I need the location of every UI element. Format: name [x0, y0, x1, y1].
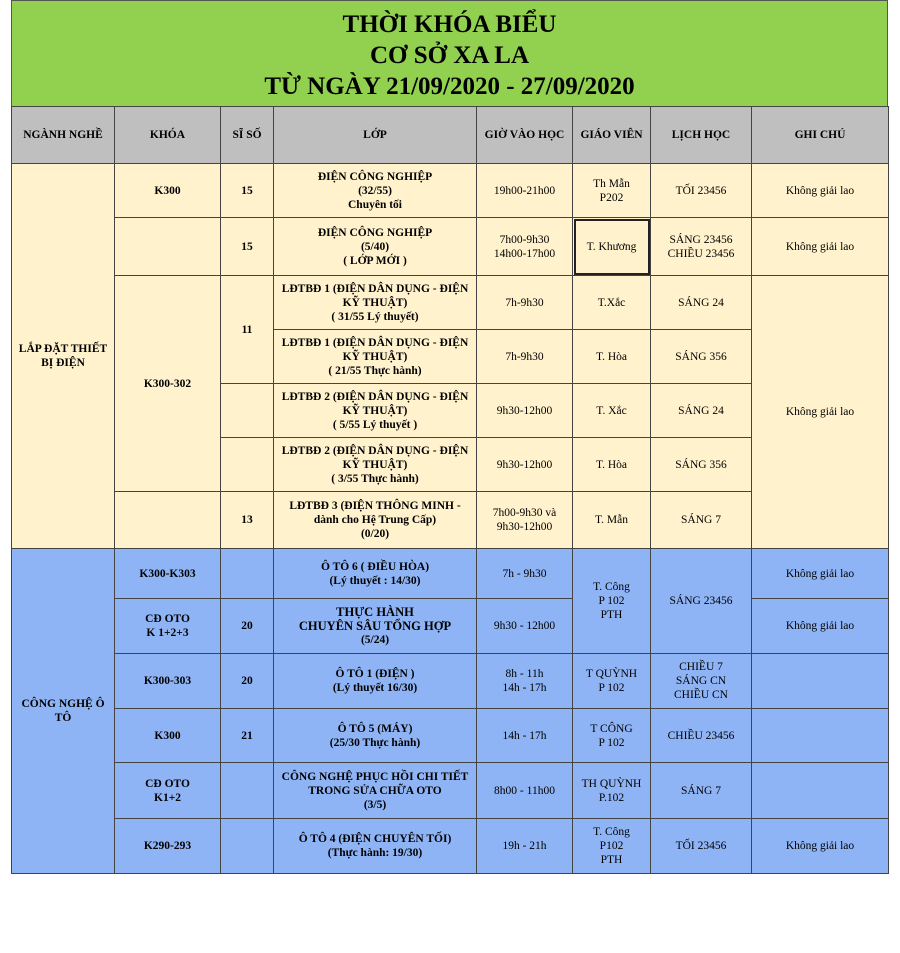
title-line-2: CƠ SỞ XA LA [369, 42, 530, 69]
giao-vien-cell: T. Mẫn [573, 492, 651, 549]
gio-cell: 7h - 9h30 [477, 549, 573, 599]
table-row [12, 164, 889, 218]
giao-vien-cell: T QUỲNH P 102 [573, 654, 651, 709]
table-row [12, 276, 889, 330]
gio-cell: 19h - 21h [477, 819, 573, 874]
table-row [12, 819, 889, 874]
khoa-cell: K300-K303 [115, 549, 221, 599]
siso-cell: 15 [221, 218, 274, 276]
lop-cell: Ô TÔ 5 (MÁY) (25/30 Thực hành) [274, 709, 477, 763]
giao-vien-cell: T CÔNG P 102 [573, 709, 651, 763]
lich-hoc-cell: SÁNG 7 [651, 763, 752, 819]
gio-cell: 7h-9h30 [477, 276, 573, 330]
table-row [12, 599, 889, 654]
title-banner [11, 0, 888, 106]
lich-hoc-cell: SÁNG 24 [651, 276, 752, 330]
giao-vien-cell: T. Hòa [573, 330, 651, 384]
khoa-cell [115, 218, 221, 276]
section-cong-nghe-o-to [12, 549, 889, 874]
lich-hoc-cell: SÁNG 24 [651, 384, 752, 438]
giao-vien-cell: Th Mẫn P202 [573, 164, 651, 218]
table-row [12, 549, 889, 599]
section-lap-dat-thiet-bi-dien [12, 164, 889, 549]
lop-cell: ĐIỆN CÔNG NGHIỆP (5/40) ( LỚP MỚI ) [274, 218, 477, 276]
lich-hoc-cell: SÁNG 356 [651, 438, 752, 492]
lich-hoc-cell: SÁNG 356 [651, 330, 752, 384]
table-row [12, 763, 889, 819]
nganh-cell: LẮP ĐẶT THIẾT BỊ ĐIỆN [12, 164, 115, 549]
khoa-cell: K300 [115, 709, 221, 763]
giao-vien-cell: T. Xắc [573, 384, 651, 438]
siso-cell: 13 [221, 492, 274, 549]
ghi-chu-cell: Không giải lao [752, 599, 889, 654]
header-lich-hoc: LỊCH HỌC [651, 107, 752, 164]
khoa-cell: CĐ OTO K1+2 [115, 763, 221, 819]
ghi-chu-cell [752, 654, 889, 709]
lop-cell: LĐTBĐ 3 (ĐIỆN THÔNG MINH - dành cho Hệ Trung Cấp) (0/20) [274, 492, 477, 549]
gio-cell: 7h00-9h30 và 9h30-12h00 [477, 492, 573, 549]
khoa-cell [115, 492, 221, 549]
lop-cell: ĐIỆN CÔNG NGHIỆP (32/55) Chuyên tối [274, 164, 477, 218]
lop-cell: CÔNG NGHỆ PHỤC HỒI CHI TIẾT TRONG SỬA CHỮA OTO (3/5) [274, 763, 477, 819]
siso-cell: 20 [221, 654, 274, 709]
header-ghi-chu: GHI CHÚ [752, 107, 889, 164]
lop-cell: LĐTBĐ 2 (ĐIỆN DÂN DỤNG - ĐIỆN KỸ THUẬT) ( 5/55 Lý thuyết ) [274, 384, 477, 438]
lich-hoc-cell: CHIỀU 7 SÁNG CN CHIỀU CN [651, 654, 752, 709]
giao-vien-cell: TH QUỲNH P.102 [573, 763, 651, 819]
lop-cell: Ô TÔ 6 ( ĐIỀU HÒA) (Lý thuyết : 14/30) [274, 549, 477, 599]
khoa-cell: CĐ OTO K 1+2+3 [115, 599, 221, 654]
header-gio: GIỜ VÀO HỌC [477, 107, 573, 164]
giao-vien-cell: T. Công P 102 PTH [573, 549, 651, 654]
lop-cell: Ô TÔ 4 (ĐIỆN CHUYÊN TỐI) (Thực hành: 19/30) [274, 819, 477, 874]
giao-vien-cell-selected[interactable]: T. Khương [573, 218, 651, 276]
khoa-cell: K300-302 [115, 276, 221, 492]
siso-cell: 11 [221, 276, 274, 384]
siso-cell [221, 819, 274, 874]
gio-cell: 8h - 11h 14h - 17h [477, 654, 573, 709]
siso-cell [221, 763, 274, 819]
ghi-chu-cell: Không giải lao [752, 549, 889, 599]
siso-cell: 21 [221, 709, 274, 763]
header-nganh: NGÀNH NGHỀ [12, 107, 115, 164]
siso-cell [221, 438, 274, 492]
title-line-3: TỪ NGÀY 21/09/2020 - 27/09/2020 [264, 73, 635, 100]
siso-cell: 20 [221, 599, 274, 654]
table-row [12, 709, 889, 763]
giao-vien-cell: T.Xắc [573, 276, 651, 330]
lop-cell: LĐTBĐ 1 (ĐIỆN DÂN DỤNG - ĐIỆN KỸ THUẬT) ( 31/55 Lý thuyết) [274, 276, 477, 330]
lop-cell: Ô TÔ 1 (ĐIỆN ) (Lý thuyết 16/30) [274, 654, 477, 709]
gio-cell: 8h00 - 11h00 [477, 763, 573, 819]
lich-hoc-cell: TỐI 23456 [651, 164, 752, 218]
table-row [12, 218, 889, 276]
table-row [12, 654, 889, 709]
ghi-chu-cell: Không giải lao [752, 218, 889, 276]
header-khoa: KHÓA [115, 107, 221, 164]
lich-hoc-cell: SÁNG 23456 [651, 549, 752, 654]
lich-hoc-cell: CHIỀU 23456 [651, 709, 752, 763]
siso-cell [221, 384, 274, 438]
siso-cell: 15 [221, 164, 274, 218]
giao-vien-cell: T. Hòa [573, 438, 651, 492]
khoa-cell: K300-303 [115, 654, 221, 709]
gio-cell: 7h-9h30 [477, 330, 573, 384]
khoa-cell: K300 [115, 164, 221, 218]
gio-cell: 14h - 17h [477, 709, 573, 763]
ghi-chu-cell: Không giải lao [752, 164, 889, 218]
nganh-cell: CÔNG NGHỆ Ô TÔ [12, 549, 115, 874]
ghi-chu-cell [752, 763, 889, 819]
ghi-chu-cell [752, 709, 889, 763]
lich-hoc-cell: SÁNG 7 [651, 492, 752, 549]
giao-vien-cell: T. Công P102 PTH [573, 819, 651, 874]
header-giao-vien: GIÁO VIÊN [573, 107, 651, 164]
ghi-chu-cell: Không giải lao [752, 819, 889, 874]
lop-cell: THỰC HÀNH CHUYÊN SÂU TỔNG HỢP (5/24) [274, 599, 477, 654]
khoa-cell: K290-293 [115, 819, 221, 874]
lich-hoc-cell: TỐI 23456 [651, 819, 752, 874]
gio-cell: 9h30-12h00 [477, 438, 573, 492]
gio-cell: 9h30 - 12h00 [477, 599, 573, 654]
header-row [12, 107, 889, 164]
timetable-sheet [11, 0, 888, 874]
lop-cell: LĐTBĐ 1 (ĐIỆN DÂN DỤNG - ĐIỆN KỸ THUẬT) ( 21/55 Thực hành) [274, 330, 477, 384]
siso-cell [221, 549, 274, 599]
timetable [11, 106, 889, 874]
ghi-chu-cell: Không giải lao [752, 276, 889, 549]
lich-hoc-cell: SÁNG 23456 CHIỀU 23456 [651, 218, 752, 276]
header-lop: LỚP [274, 107, 477, 164]
gio-cell: 9h30-12h00 [477, 384, 573, 438]
title-line-1: THỜI KHÓA BIỂU [342, 11, 557, 38]
gio-cell: 19h00-21h00 [477, 164, 573, 218]
gio-cell: 7h00-9h30 14h00-17h00 [477, 218, 573, 276]
header-siso: SĨ SỐ [221, 107, 274, 164]
lop-cell: LĐTBĐ 2 (ĐIỆN DÂN DỤNG - ĐIỆN KỸ THUẬT) ( 3/55 Thực hành) [274, 438, 477, 492]
